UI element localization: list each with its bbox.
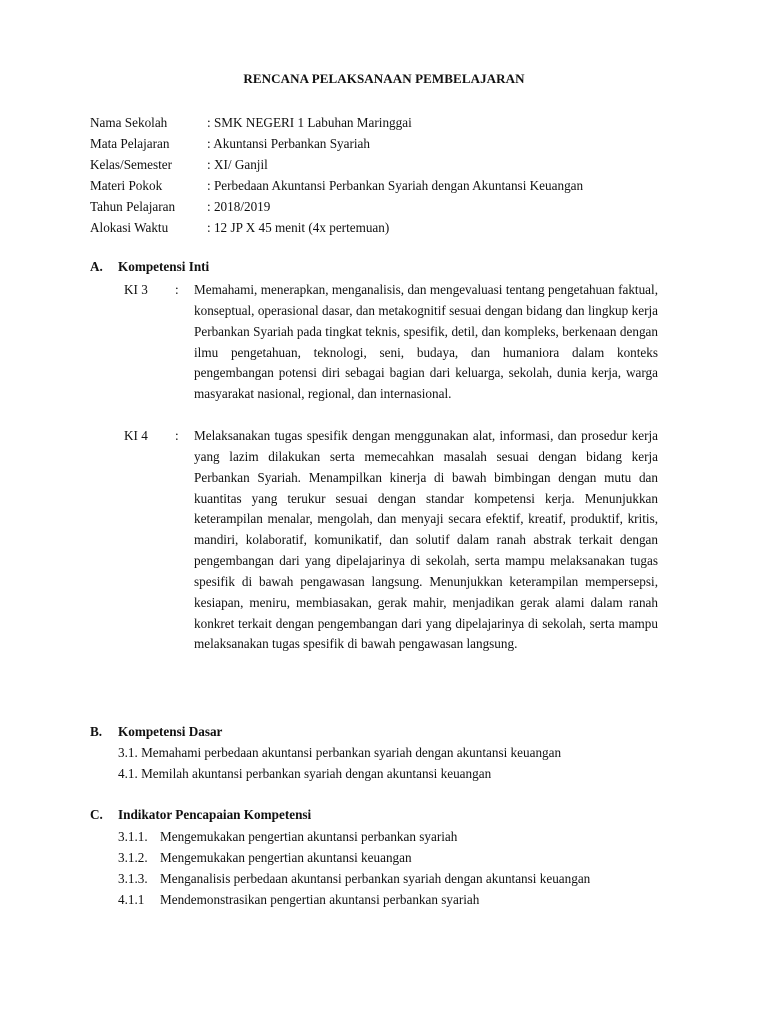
list-item <box>118 868 590 889</box>
section-letter: C. <box>90 807 103 822</box>
info-value: : 12 JP X 45 menit (4x pertemuan) <box>207 220 390 235</box>
info-label: Kelas/Semester <box>90 157 173 172</box>
identity-table <box>90 112 583 238</box>
info-row <box>90 217 583 238</box>
info-value: : 2018/2019 <box>207 199 271 214</box>
indicator-text: Mengemukakan pengertian akuntansi keuangan <box>160 850 412 865</box>
info-row <box>90 154 583 175</box>
info-label: Tahun Pelajaran <box>90 199 176 214</box>
ki-colon: : <box>175 282 179 297</box>
section-title: Indikator Pencapaian Kompetensi <box>118 807 312 822</box>
ki-4-item <box>124 426 658 655</box>
info-label: Nama Sekolah <box>90 115 168 130</box>
section-title: Kompetensi Inti <box>118 259 210 274</box>
info-label: Materi Pokok <box>90 178 163 193</box>
list-item <box>118 847 590 868</box>
info-row <box>90 196 583 217</box>
section-title: Kompetensi Dasar <box>118 724 223 739</box>
section-letter: A. <box>90 259 103 274</box>
indicator-number: 3.1.3. <box>118 871 148 886</box>
section-b-heading <box>90 724 222 740</box>
info-value: : SMK NEGERI 1 Labuhan Maringgai <box>207 115 412 130</box>
ki-text: Melaksanakan tugas spesifik dengan menggunakan alat, informasi, dan prosedur kerja yang lazim dilakukan serta memecahkan masalah sesuai dengan bidang kerja Perbankan Syariah. Menampilkan kinerja di bawah bimbingan dengan mutu dan kuantitas yang terukur sesuai dengan standar kompetensi kerja. Menunjukkan keterampilan menalar, mengolah, dan menyaji secara efektif, kreatif, produktif, kritis, mandiri, kolaboratif, komunikatif, dan solutif dalam ranah abstrak terkait dengan pengembangan dari yang dipelajarinya di sekolah, serta mampu melaksanakan tugas spesifik di bawah pengawasan langsung. Menunjukkan keterampilan mempersepsi, kesiapan, meniru, membiasakan, gerak mahir, menjadikan gerak alami dalam ranah konkret terkait dengan pengembangan dari yang dipelajarinya di sekolah, serta mampu melaksanakan tugas spesifik di bawah pengawasan langsung. <box>194 428 658 652</box>
info-row <box>90 175 583 196</box>
list-item: 3.1. Memahami perbedaan akuntansi perbankan syariah dengan akuntansi keuangan <box>118 745 562 760</box>
document-title: RENCANA PELAKSANAAN PEMBELAJARAN <box>243 71 525 86</box>
section-c-heading <box>90 807 311 823</box>
info-row <box>90 133 583 154</box>
info-label: Alokasi Waktu <box>90 220 169 235</box>
info-value: : Akuntansi Perbankan Syariah <box>207 136 370 151</box>
info-row <box>90 112 583 133</box>
indicator-text: Menganalisis perbedaan akuntansi perbankan syariah dengan akuntansi keuangan <box>160 871 591 886</box>
ki-code: KI 3 <box>124 282 148 297</box>
info-label: Mata Pelajaran <box>90 136 170 151</box>
indicator-text: Mengemukakan pengertian akuntansi perbankan syariah <box>160 829 458 844</box>
list-item: 4.1. Memilah akuntansi perbankan syariah dengan akuntansi keuangan <box>118 766 492 781</box>
indicator-list <box>118 826 590 910</box>
section-letter: B. <box>90 724 103 739</box>
info-value: : Perbedaan Akuntansi Perbankan Syariah dengan Akuntansi Keuangan <box>207 178 584 193</box>
info-value: : XI/ Ganjil <box>207 157 268 172</box>
ki-colon: : <box>175 428 179 443</box>
ki-text: Memahami, menerapkan, menganalisis, dan mengevaluasi tentang pengetahuan faktual, konseptual, operasional dasar, dan metakognitif sesuai dengan bidang dan lingkup kerja Perbankan Syariah pada tingkat teknis, spesifik, detil, dan kompleks, berkenaan dengan ilmu pengetahuan, teknologi, seni, budaya, dan humaniora dalam konteks pengembangan potensi diri sebagai bagian dari keluarga, sekolah, dunia kerja, warga masyarakat nasional, regional, dan internasional. <box>194 282 658 402</box>
indicator-number: 3.1.1. <box>118 829 148 844</box>
list-item <box>118 826 590 847</box>
list-item <box>118 889 590 910</box>
ki-code: KI 4 <box>124 428 148 443</box>
section-a-heading <box>90 259 209 275</box>
indicator-text: Mendemonstrasikan pengertian akuntansi perbankan syariah <box>160 892 480 907</box>
kd-list <box>118 742 561 784</box>
indicator-number: 3.1.2. <box>118 850 148 865</box>
indicator-number: 4.1.1 <box>118 892 145 907</box>
ki-3-item <box>124 280 658 405</box>
